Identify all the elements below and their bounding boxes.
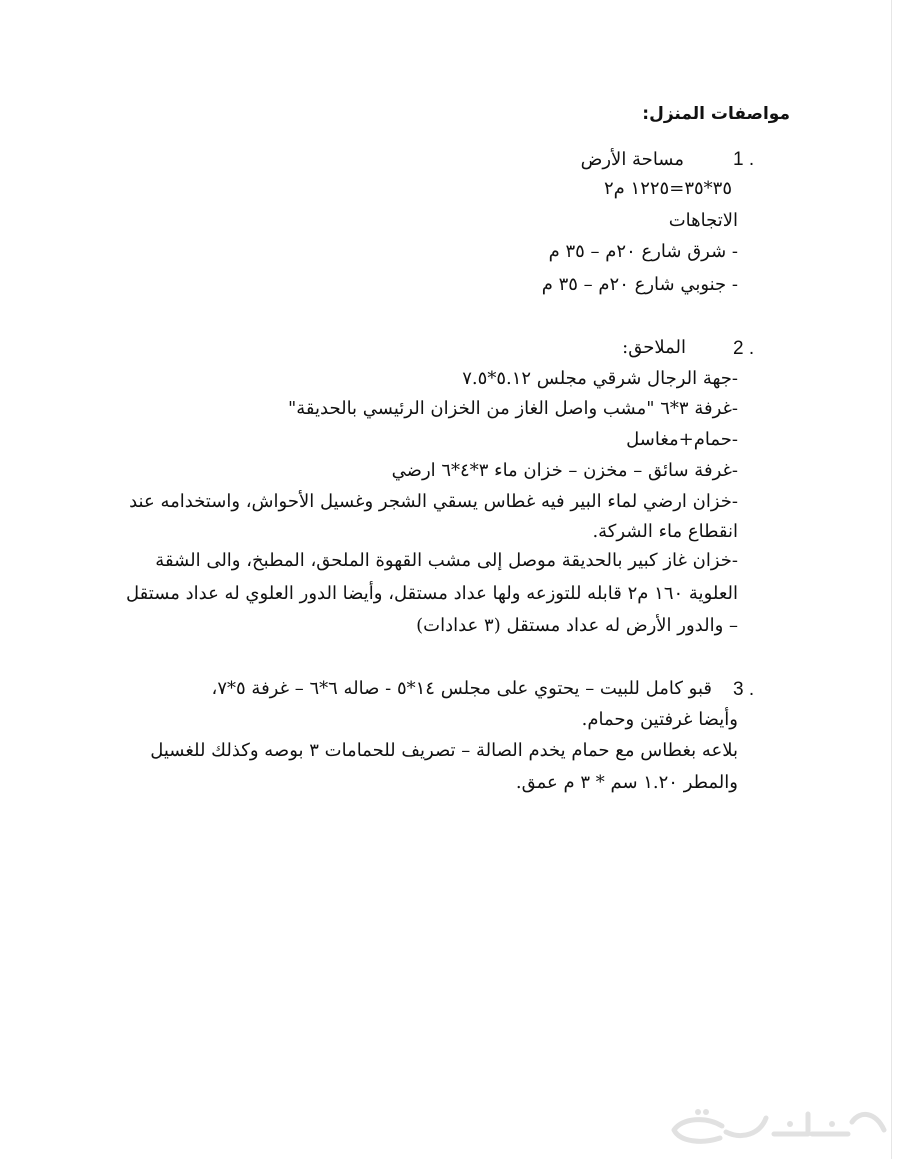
section-2-line-8: -خزان غاز كبير بالحديقة موصل إلى مشب القهوة الملحق، المطبخ، والى الشقة xyxy=(155,550,738,571)
section-2-line-7: انقطاع ماء الشركة. xyxy=(592,521,738,542)
section-1-number: 1 . xyxy=(733,149,755,170)
section-3-number: 3 . xyxy=(733,679,755,700)
section-2-line-4: -حمام+مغاسل xyxy=(626,429,738,450)
section-2-line-3: -غرفة ٣*٦ "مشب واصل الغاز من الخزان الرئيسي بالحديقة" xyxy=(287,398,738,419)
section-2-line-9: العلوية ١٦٠ م٢ قابله للتوزعه ولها عداد مستقل، وأيضا الدور العلوي له عداد مستقل xyxy=(126,583,738,604)
section-1-line-5: - جنوبي شارع ٢٠م – ٣٥ م xyxy=(541,274,738,295)
section-3-line-1: قبو كامل للبيت – يحتوي على مجلس ١٤*٥ - صاله ٦*٦ – غرفة ٥*٧، xyxy=(211,678,712,699)
section-2-line-2: -جهة الرجال شرقي مجلس ٥.١٢*٧.٥ xyxy=(462,368,738,389)
section-2-line-10: – والدور الأرض له عداد مستقل (٣ عدادات) xyxy=(416,615,738,636)
section-1-line-3: الاتجاهات xyxy=(668,210,738,231)
section-2-number: 2 . xyxy=(733,338,755,359)
section-1-line-2: ٣٥*٣٥=١٢٢٥ م٢ xyxy=(604,178,732,199)
section-2-line-6: -خزان ارضي لماء البير فيه غطاس يسقي الشجر وغسيل الأحواش، واستخدامه عند xyxy=(129,491,738,512)
page-edge-divider xyxy=(891,0,892,1159)
section-3-line-4: والمطر ١.٢٠ سم * ٣ م عمق. xyxy=(515,772,738,793)
section-2-line-1: الملاحق: xyxy=(622,337,686,358)
section-1-line-4: - شرق شارع ٢٠م – ٣٥ م xyxy=(548,241,738,262)
document-title: مواصفات المنزل: xyxy=(642,104,790,124)
section-1-line-1: مساحة الأرض xyxy=(580,149,684,170)
section-2-line-5: -غرفة سائق – مخزن – خزان ماء ٣*٤*٦ ارضي xyxy=(391,460,738,481)
watermark-logo xyxy=(662,1100,894,1150)
section-3-line-3: بلاعه بغطاس مع حمام يخدم الصالة – تصريف للحمامات ٣ بوصه وكذلك للغسيل xyxy=(150,740,738,761)
section-3-line-2: وأيضا غرفتين وحمام. xyxy=(581,709,738,730)
